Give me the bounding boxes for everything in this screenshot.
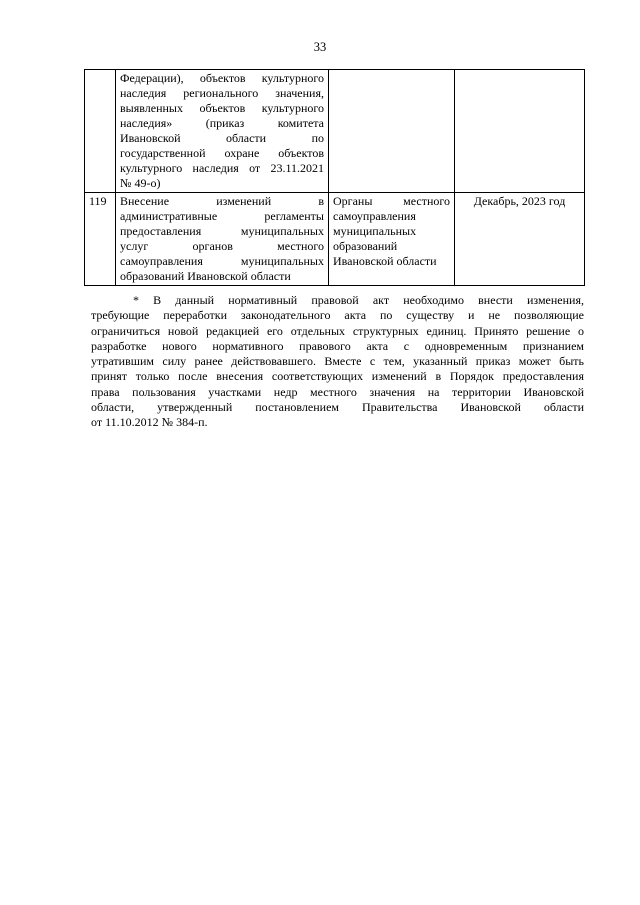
text-line: культурного наследия от 23.11.2021: [120, 161, 324, 175]
measure-name-cell: [116, 193, 329, 286]
footnote-line: требующие переработки законодательного акта по существу и не позволяющие: [91, 308, 584, 323]
page-number: 33: [313, 40, 327, 54]
footnote-line: разработке нового нормативного правового акта с одновременным признанием: [91, 338, 584, 353]
footnote: [91, 293, 584, 431]
text-line: предоставления муниципальных: [120, 224, 324, 238]
text-line: наследия» (приказ комитета: [120, 116, 324, 130]
footnote-line: * В данный нормативный правовой акт необходимо внести изменения,: [133, 293, 584, 307]
footnote-line: области, утвержденный постановлением Правительства Ивановской области: [91, 400, 584, 415]
text-line: Ивановской области: [333, 254, 437, 268]
executor-cell: [329, 70, 455, 193]
row-number-cell: 119: [85, 193, 116, 286]
measure-name-cell: [116, 70, 329, 193]
plan-table: [84, 69, 585, 286]
text-line: услуг органов местного: [120, 239, 324, 253]
table-row: [85, 193, 585, 286]
footnote-line: права пользования участками недр местного значения на территории Ивановской: [91, 384, 584, 399]
text-line: самоуправления муниципальных: [120, 254, 324, 268]
text-line: выявленных объектов культурного: [120, 101, 324, 115]
text-line: образований: [333, 239, 398, 253]
text-line: самоуправления: [333, 209, 416, 223]
executor-cell: [329, 193, 455, 286]
text-line: Внесение изменений в: [120, 194, 324, 208]
text-line: № 49-о): [120, 176, 161, 190]
text-line: образований Ивановской области: [120, 269, 291, 283]
text-line: административные регламенты: [120, 209, 324, 223]
text-line: Федерации), объектов культурного: [120, 71, 324, 85]
footnote-line: от 11.10.2012 № 384-п.: [91, 415, 208, 430]
footnote-line: ограничиться новой редакцией его отдельных структурных единиц. Принято решение о: [91, 323, 584, 338]
footnote-line: принят только после внесения соответствующих изменений в Порядок предоставления: [91, 369, 584, 384]
text-line: Органы местного: [333, 194, 450, 208]
deadline-cell: [455, 70, 585, 193]
table-row: [85, 70, 585, 193]
row-number-cell: [85, 70, 116, 193]
text-line: государственной охране объектов: [120, 146, 324, 160]
deadline-cell: Декабрь, 2023 год: [455, 193, 585, 286]
text-line: муниципальных: [333, 224, 417, 238]
text-line: Ивановской области по: [120, 131, 324, 145]
footnote-line: утратившим силу ранее действовавшего. Вместе с тем, указанный приказ может быть: [91, 354, 584, 369]
text-line: наследия регионального значения,: [120, 86, 324, 100]
